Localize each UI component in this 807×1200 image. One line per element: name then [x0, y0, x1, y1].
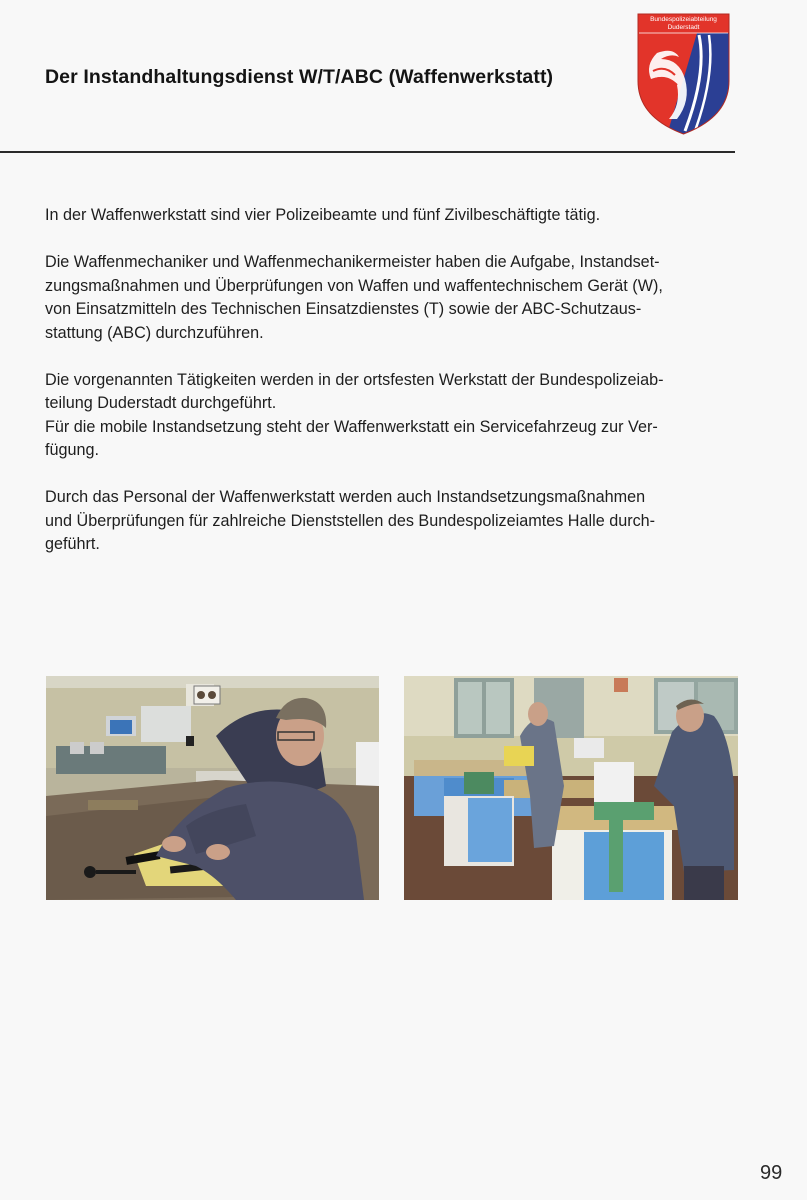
crest-shield-icon [637, 13, 730, 135]
paragraph-2 [45, 251, 745, 345]
paragraph-3 [45, 369, 745, 463]
paragraph-1 [45, 204, 745, 228]
text-line: geführt. [45, 535, 100, 553]
crest-line-1: Bundespolizeiabteilung [650, 16, 717, 23]
crest-line-2: Duderstadt [667, 23, 700, 31]
header-divider [0, 151, 735, 153]
text-line: Die vorgenannten Tätigkeiten werden in der ortsfesten Werkstatt der Bundespolizeiab- [45, 370, 664, 389]
paragraph-4 [45, 486, 745, 557]
page-title: Der Instandhaltungsdienst W/T/ABC (Waffenwerkstatt) [45, 66, 554, 88]
text-line: und Überprüfungen für zahlreiche Dienststellen des Bundespolizeiamtes Halle durch- [45, 511, 656, 530]
text-line: Durch das Personal der Waffenwerkstatt werden auch Instandsetzungsmaßnahmen [45, 488, 646, 506]
text-line: Für die mobile Instandsetzung steht der Waffenwerkstatt ein Servicefahrzeug zur Ver- [45, 417, 658, 436]
text-line: In der Waffenwerkstatt sind vier Polizeibeamte und fünf Zivilbeschäftigte tätig. [45, 206, 601, 224]
page-number: 99 [760, 1162, 783, 1184]
text-line: zungsmaßnahmen und Überprüfungen von Waffen und waffentechnischem Gerät (W), [45, 276, 663, 295]
text-line: von Einsatzmitteln des Technischen Einsatzdienstes (T) sowie der ABC-Schutzaus- [45, 300, 642, 318]
crest-logo [637, 13, 730, 135]
text-line: stattung (ABC) durchzuführen. [45, 323, 264, 342]
text-line: teilung Duderstadt durchgeführt. [45, 394, 277, 412]
crest-caption [637, 16, 730, 31]
photo-workbench [46, 676, 379, 900]
photo-workshop [404, 676, 738, 900]
text-line: fügung. [45, 441, 100, 459]
body-text [45, 204, 745, 580]
text-line: Die Waffenmechaniker und Waffenmechanikermeister haben die Aufgabe, Instandset- [45, 253, 660, 271]
